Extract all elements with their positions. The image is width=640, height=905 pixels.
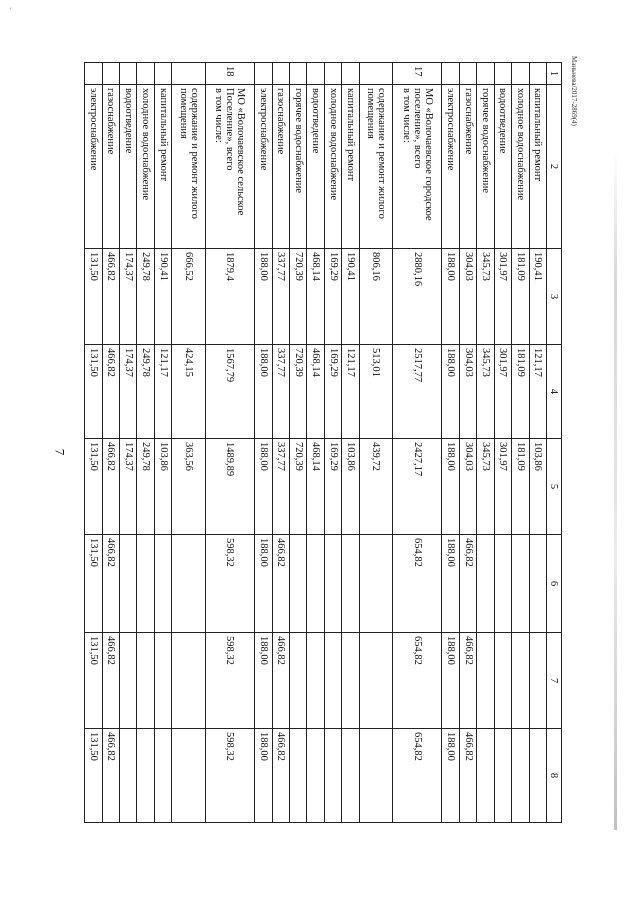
table-row (512, 63, 529, 823)
value-cell: 466,82 (272, 633, 289, 729)
row-name-cell: горячее водоснабжение (477, 85, 494, 249)
value-cell: 103,86 (342, 439, 359, 535)
value-cell (289, 633, 306, 729)
value-cell: 190,41 (529, 249, 546, 345)
value-cell (324, 535, 341, 633)
row-number-cell: 17 (393, 63, 442, 85)
table-row (494, 63, 511, 823)
header-cell: 6 (547, 535, 562, 633)
value-cell: 337,77 (272, 439, 289, 535)
row-number-cell (342, 63, 359, 85)
value-cell: 2880,16 (393, 249, 442, 345)
value-cell: 468,14 (307, 249, 324, 345)
value-cell (529, 535, 546, 633)
value-cell (120, 535, 137, 633)
value-cell (137, 729, 154, 823)
value-cell: 131,50 (85, 439, 103, 535)
value-cell (477, 729, 494, 823)
row-name-cell: МО «Волочаевское сельское Поселение», всего в том числе: (205, 85, 254, 249)
row-number-cell (494, 63, 511, 85)
value-cell: 466,82 (102, 535, 119, 633)
header-cell: 1 (547, 63, 562, 85)
value-cell: 188,00 (255, 535, 272, 633)
header-row (547, 63, 562, 823)
value-cell: 654,82 (393, 535, 442, 633)
row-name-cell: капитальный ремонт (529, 85, 546, 249)
value-cell (120, 633, 137, 729)
value-cell: 131,50 (85, 535, 103, 633)
row-number-cell (85, 63, 103, 85)
value-cell (307, 535, 324, 633)
value-cell (512, 729, 529, 823)
row-name-cell: водоотведение (307, 85, 324, 249)
value-cell (324, 729, 341, 823)
row-number-cell (529, 63, 546, 85)
value-cell: 190,41 (154, 249, 171, 345)
value-cell: 249,78 (137, 345, 154, 439)
scan-edge-shadow (614, 150, 617, 830)
row-name-cell: газоснабжение (272, 85, 289, 249)
value-cell: 466,82 (102, 729, 119, 823)
value-cell (324, 633, 341, 729)
table-row (307, 63, 324, 823)
row-name-cell: газоснабжение (459, 85, 476, 249)
value-cell: 169,29 (324, 345, 341, 439)
value-cell: 181,09 (512, 345, 529, 439)
table-row (359, 63, 392, 823)
row-number-cell (477, 63, 494, 85)
value-cell: 301,97 (494, 249, 511, 345)
value-cell: 466,82 (272, 535, 289, 633)
value-cell: 363,56 (172, 439, 205, 535)
row-name-cell: газоснабжение (102, 85, 119, 249)
row-name-cell: холодное водоснабжение (324, 85, 341, 249)
value-cell: 131,50 (85, 249, 103, 345)
value-cell (529, 633, 546, 729)
row-number-cell (137, 63, 154, 85)
value-cell: 188,00 (255, 249, 272, 345)
table-row (342, 63, 359, 823)
value-cell: 190,41 (342, 249, 359, 345)
value-cell: 513,01 (359, 345, 392, 439)
value-cell (137, 535, 154, 633)
header-cell: 7 (547, 633, 562, 729)
value-cell: 466,82 (459, 729, 476, 823)
value-cell: 301,97 (494, 439, 511, 535)
table-row (205, 63, 254, 823)
value-cell: 249,78 (137, 249, 154, 345)
value-cell (529, 729, 546, 823)
header-cell: 8 (547, 729, 562, 823)
page-number: 7 (52, 448, 68, 456)
value-cell: 188,00 (442, 345, 459, 439)
value-cell: 466,82 (102, 249, 119, 345)
value-cell: 439,72 (359, 439, 392, 535)
value-cell: 188,00 (255, 439, 272, 535)
value-cell: 188,00 (442, 535, 459, 633)
row-number-cell (172, 63, 205, 85)
value-cell (137, 633, 154, 729)
table-row (324, 63, 341, 823)
value-cell: 466,82 (102, 439, 119, 535)
row-name-cell: электроснабжение (255, 85, 272, 249)
value-cell: 188,00 (255, 633, 272, 729)
value-cell: 654,82 (393, 729, 442, 823)
value-cell: 174,37 (120, 439, 137, 535)
value-cell: 169,29 (324, 439, 341, 535)
value-cell: 337,77 (272, 249, 289, 345)
value-cell: 345,73 (477, 249, 494, 345)
value-cell: 345,73 (477, 345, 494, 439)
value-cell: 1567,79 (205, 345, 254, 439)
value-cell: 304,03 (459, 439, 476, 535)
row-name-cell: холодное водоснабжение (137, 85, 154, 249)
value-cell (512, 633, 529, 729)
value-cell (172, 535, 205, 633)
value-cell: 131,50 (85, 633, 103, 729)
value-cell: 169,29 (324, 249, 341, 345)
row-name-cell: электроснабжение (442, 85, 459, 249)
scan-mark-corner: ′ (10, 6, 12, 15)
value-cell: 103,86 (154, 439, 171, 535)
row-number-cell (459, 63, 476, 85)
value-cell: 806,16 (359, 249, 392, 345)
value-cell: 2427,17 (393, 439, 442, 535)
value-cell: 131,50 (85, 345, 103, 439)
value-cell: 720,39 (289, 345, 306, 439)
table-row (137, 63, 154, 823)
value-cell: 103,86 (529, 439, 546, 535)
value-cell (359, 633, 392, 729)
value-cell (359, 535, 392, 633)
value-cell: 654,82 (393, 633, 442, 729)
value-cell: 181,09 (512, 439, 529, 535)
table-row (172, 63, 205, 823)
row-number-cell (255, 63, 272, 85)
header-cell: 5 (547, 439, 562, 535)
value-cell (172, 633, 205, 729)
row-number-cell (102, 63, 119, 85)
value-cell: 466,82 (459, 535, 476, 633)
row-number-cell (289, 63, 306, 85)
document-code: Маньнева/2017-2869(4) (570, 56, 578, 126)
value-cell: 188,00 (442, 439, 459, 535)
table-row (102, 63, 119, 823)
value-cell: 301,97 (494, 345, 511, 439)
header-cell: 4 (547, 345, 562, 439)
value-cell: 468,14 (307, 345, 324, 439)
row-name-cell: содержание и ремонт жилого помещения (172, 85, 205, 249)
value-cell (359, 729, 392, 823)
row-number-cell (307, 63, 324, 85)
row-name-cell: водоотведение (120, 85, 137, 249)
value-cell: 2517,77 (393, 345, 442, 439)
table-row (529, 63, 546, 823)
value-cell: 598,32 (205, 729, 254, 823)
value-cell (120, 729, 137, 823)
value-cell (342, 535, 359, 633)
value-cell (494, 729, 511, 823)
row-name-cell: водоотведение (494, 85, 511, 249)
value-cell: 337,77 (272, 345, 289, 439)
value-cell (342, 633, 359, 729)
value-cell: 466,82 (102, 633, 119, 729)
value-cell: 188,00 (255, 729, 272, 823)
value-cell: 345,73 (477, 439, 494, 535)
value-cell (477, 633, 494, 729)
table-row (289, 63, 306, 823)
row-number-cell: 18 (205, 63, 254, 85)
value-cell: 188,00 (442, 729, 459, 823)
row-number-cell (272, 63, 289, 85)
value-cell (512, 535, 529, 633)
value-cell: 174,37 (120, 249, 137, 345)
value-cell: 1879,4 (205, 249, 254, 345)
value-cell: 720,39 (289, 439, 306, 535)
value-cell: 188,00 (255, 345, 272, 439)
row-number-cell (359, 63, 392, 85)
value-cell: 121,17 (529, 345, 546, 439)
value-cell: 188,00 (442, 633, 459, 729)
row-name-cell: капитальный ремонт (154, 85, 171, 249)
value-cell (494, 535, 511, 633)
table-row (85, 63, 103, 823)
value-cell: 304,03 (459, 249, 476, 345)
value-cell (307, 633, 324, 729)
value-cell: 121,17 (342, 345, 359, 439)
value-cell: 1489,89 (205, 439, 254, 535)
value-cell: 466,82 (272, 729, 289, 823)
row-name-cell: МО «Волочаевское городское поселение», всего в том числе: (393, 85, 442, 249)
value-cell (494, 633, 511, 729)
value-cell (307, 729, 324, 823)
header-cell: 3 (547, 249, 562, 345)
header-cell: 2 (547, 85, 562, 249)
table-row (255, 63, 272, 823)
value-cell: 181,09 (512, 249, 529, 345)
value-cell: 666,52 (172, 249, 205, 345)
value-cell (154, 633, 171, 729)
value-cell: 249,78 (137, 439, 154, 535)
value-cell: 121,17 (154, 345, 171, 439)
table-row (442, 63, 459, 823)
value-cell: 424,15 (172, 345, 205, 439)
value-cell (154, 729, 171, 823)
table-row (459, 63, 476, 823)
value-cell: 598,32 (205, 633, 254, 729)
table-row (154, 63, 171, 823)
row-number-cell (120, 63, 137, 85)
row-name-cell: горячее водоснабжение (289, 85, 306, 249)
value-cell: 466,82 (459, 633, 476, 729)
row-name-cell: содержание и ремонт жилого помещения (359, 85, 392, 249)
value-cell: 598,32 (205, 535, 254, 633)
value-cell (342, 729, 359, 823)
value-cell (477, 535, 494, 633)
value-cell: 720,39 (289, 249, 306, 345)
value-cell (289, 535, 306, 633)
row-number-cell (324, 63, 341, 85)
value-cell: 304,03 (459, 345, 476, 439)
rotated-table-container (84, 62, 562, 822)
table-row (393, 63, 442, 823)
table-row (272, 63, 289, 823)
row-number-cell (154, 63, 171, 85)
value-cell: 466,82 (102, 345, 119, 439)
value-cell (172, 729, 205, 823)
value-cell (154, 535, 171, 633)
tariff-table (84, 62, 562, 823)
value-cell: 188,00 (442, 249, 459, 345)
row-name-cell: электроснабжение (85, 85, 103, 249)
row-number-cell (512, 63, 529, 85)
value-cell: 468,14 (307, 439, 324, 535)
table-row (477, 63, 494, 823)
row-number-cell (442, 63, 459, 85)
row-name-cell: холодное водоснабжение (512, 85, 529, 249)
value-cell (289, 729, 306, 823)
value-cell: 174,37 (120, 345, 137, 439)
row-name-cell: капитальный ремонт (342, 85, 359, 249)
table-row (120, 63, 137, 823)
value-cell: 131,50 (85, 729, 103, 823)
